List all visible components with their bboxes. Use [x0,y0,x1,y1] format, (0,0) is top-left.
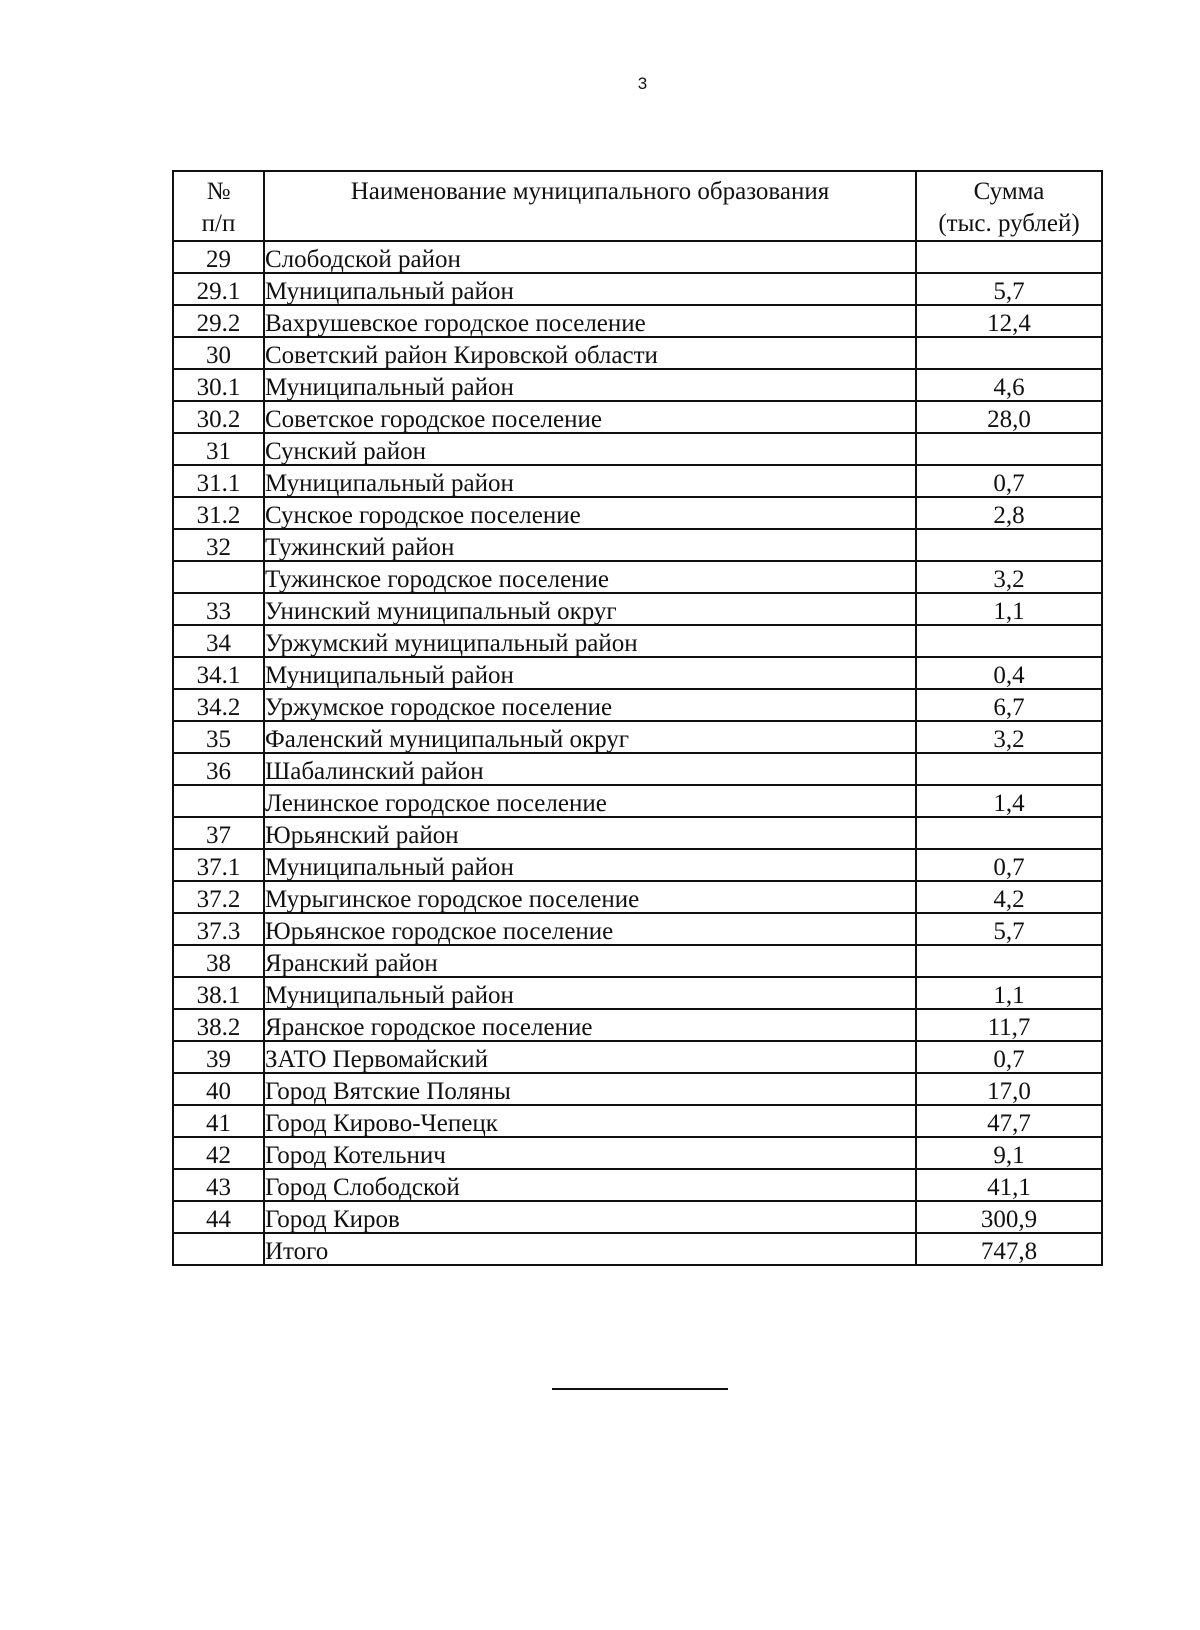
table-row [173,593,1102,625]
table-row [173,657,1102,689]
row-sum: 0,7 [916,465,1102,497]
row-number: 31 [173,433,264,465]
page-number: 3 [637,74,648,93]
table-row [173,977,1102,1009]
table-row [173,1201,1102,1233]
row-name: Город Киров [264,1201,916,1233]
table-row [173,465,1102,497]
table-row [173,529,1102,561]
row-sum: 12,4 [916,305,1102,337]
table-row [173,913,1102,945]
row-sum: 4,2 [916,881,1102,913]
row-number: 30.2 [173,401,264,433]
allocation-table [172,170,1103,1266]
row-sum: 1,4 [916,785,1102,817]
row-number [173,1233,264,1265]
table-row [173,241,1102,273]
row-name: Вахрушевское городское поселение [264,305,916,337]
row-number: 37 [173,817,264,849]
row-number: 38.1 [173,977,264,1009]
row-name: Слободской район [264,241,916,273]
row-number: 29 [173,241,264,273]
row-sum: 1,1 [916,977,1102,1009]
row-name: Тужинское городское поселение [264,561,916,593]
row-sum [916,625,1102,657]
row-number: 39 [173,1041,264,1073]
table-row [173,433,1102,465]
row-name: Юрьянский район [264,817,916,849]
table-row [173,945,1102,977]
row-name: Город Котельнич [264,1137,916,1169]
row-sum: 28,0 [916,401,1102,433]
row-sum [916,529,1102,561]
table-header-row [173,171,1102,241]
row-sum: 3,2 [916,721,1102,753]
row-number: 30 [173,337,264,369]
row-name: Город Вятские Поляны [264,1073,916,1105]
row-name: Муниципальный район [264,849,916,881]
row-sum [916,945,1102,977]
row-name: Сунский район [264,433,916,465]
row-number: 34 [173,625,264,657]
table-row [173,625,1102,657]
row-name: Муниципальный район [264,465,916,497]
row-sum: 41,1 [916,1169,1102,1201]
row-sum: 5,7 [916,273,1102,305]
table-row [173,753,1102,785]
row-number: 44 [173,1201,264,1233]
row-number: 37.1 [173,849,264,881]
row-number: 41 [173,1105,264,1137]
row-sum: 747,8 [916,1233,1102,1265]
row-number: 40 [173,1073,264,1105]
header-number: № п/п [173,171,264,241]
row-name: Уржумское городское поселение [264,689,916,721]
row-number: 38.2 [173,1009,264,1041]
table-row [173,1041,1102,1073]
row-number [173,785,264,817]
row-name: ЗАТО Первомайский [264,1041,916,1073]
row-sum: 9,1 [916,1137,1102,1169]
row-sum [916,817,1102,849]
row-sum: 0,7 [916,1041,1102,1073]
table-row [173,1073,1102,1105]
row-name: Уржумский муниципальный район [264,625,916,657]
row-sum: 300,9 [916,1201,1102,1233]
row-name: Яранское городское поселение [264,1009,916,1041]
row-name: Город Кирово-Чепецк [264,1105,916,1137]
row-name: Сунское городское поселение [264,497,916,529]
row-number: 35 [173,721,264,753]
table-row [173,401,1102,433]
row-sum: 3,2 [916,561,1102,593]
row-sum: 47,7 [916,1105,1102,1137]
row-number [173,561,264,593]
row-name: Советское городское поселение [264,401,916,433]
row-number: 33 [173,593,264,625]
row-number: 43 [173,1169,264,1201]
header-name: Наименование муниципального образования [264,171,916,241]
row-name: Муниципальный район [264,657,916,689]
row-number: 34.1 [173,657,264,689]
row-name: Итого [264,1233,916,1265]
row-number: 30.1 [173,369,264,401]
table-row [173,721,1102,753]
table-row [173,1009,1102,1041]
table-row [173,273,1102,305]
table-row [173,305,1102,337]
row-number: 37.3 [173,913,264,945]
row-name: Юрьянское городское поселение [264,913,916,945]
table-row [173,369,1102,401]
row-sum: 1,1 [916,593,1102,625]
row-name: Ленинское городское поселение [264,785,916,817]
row-name: Советский район Кировской области [264,337,916,369]
table-body [173,241,1102,1265]
row-name: Муниципальный район [264,369,916,401]
row-number: 31.1 [173,465,264,497]
row-number: 37.2 [173,881,264,913]
row-name: Тужинский район [264,529,916,561]
row-number: 29.1 [173,273,264,305]
row-name: Муниципальный район [264,977,916,1009]
row-sum: 2,8 [916,497,1102,529]
row-sum [916,433,1102,465]
row-sum: 5,7 [916,913,1102,945]
row-name: Шабалинский район [264,753,916,785]
row-number: 32 [173,529,264,561]
row-sum: 4,6 [916,369,1102,401]
row-number: 29.2 [173,305,264,337]
header-sum: Сумма (тыс. рублей) [916,171,1102,241]
row-number: 34.2 [173,689,264,721]
table-row [173,849,1102,881]
table-row [173,817,1102,849]
row-number: 38 [173,945,264,977]
row-name: Мурыгинское городское поселение [264,881,916,913]
table-row [173,785,1102,817]
row-number: 42 [173,1137,264,1169]
row-sum: 6,7 [916,689,1102,721]
row-name: Фаленский муниципальный округ [264,721,916,753]
table-row [173,497,1102,529]
table-row [173,1233,1102,1265]
row-number: 31.2 [173,497,264,529]
row-sum: 17,0 [916,1073,1102,1105]
row-name: Муниципальный район [264,273,916,305]
row-name: Город Слободской [264,1169,916,1201]
row-sum [916,337,1102,369]
footer-rule [552,1388,728,1390]
table-row [173,337,1102,369]
table-row [173,1105,1102,1137]
row-sum: 0,4 [916,657,1102,689]
row-number: 36 [173,753,264,785]
table-row [173,689,1102,721]
row-name: Унинский муниципальный округ [264,593,916,625]
row-sum: 11,7 [916,1009,1102,1041]
row-sum [916,753,1102,785]
table-row [173,561,1102,593]
row-sum [916,241,1102,273]
table-row [173,1169,1102,1201]
row-name: Яранский район [264,945,916,977]
table-row [173,1137,1102,1169]
table-row [173,881,1102,913]
row-sum: 0,7 [916,849,1102,881]
